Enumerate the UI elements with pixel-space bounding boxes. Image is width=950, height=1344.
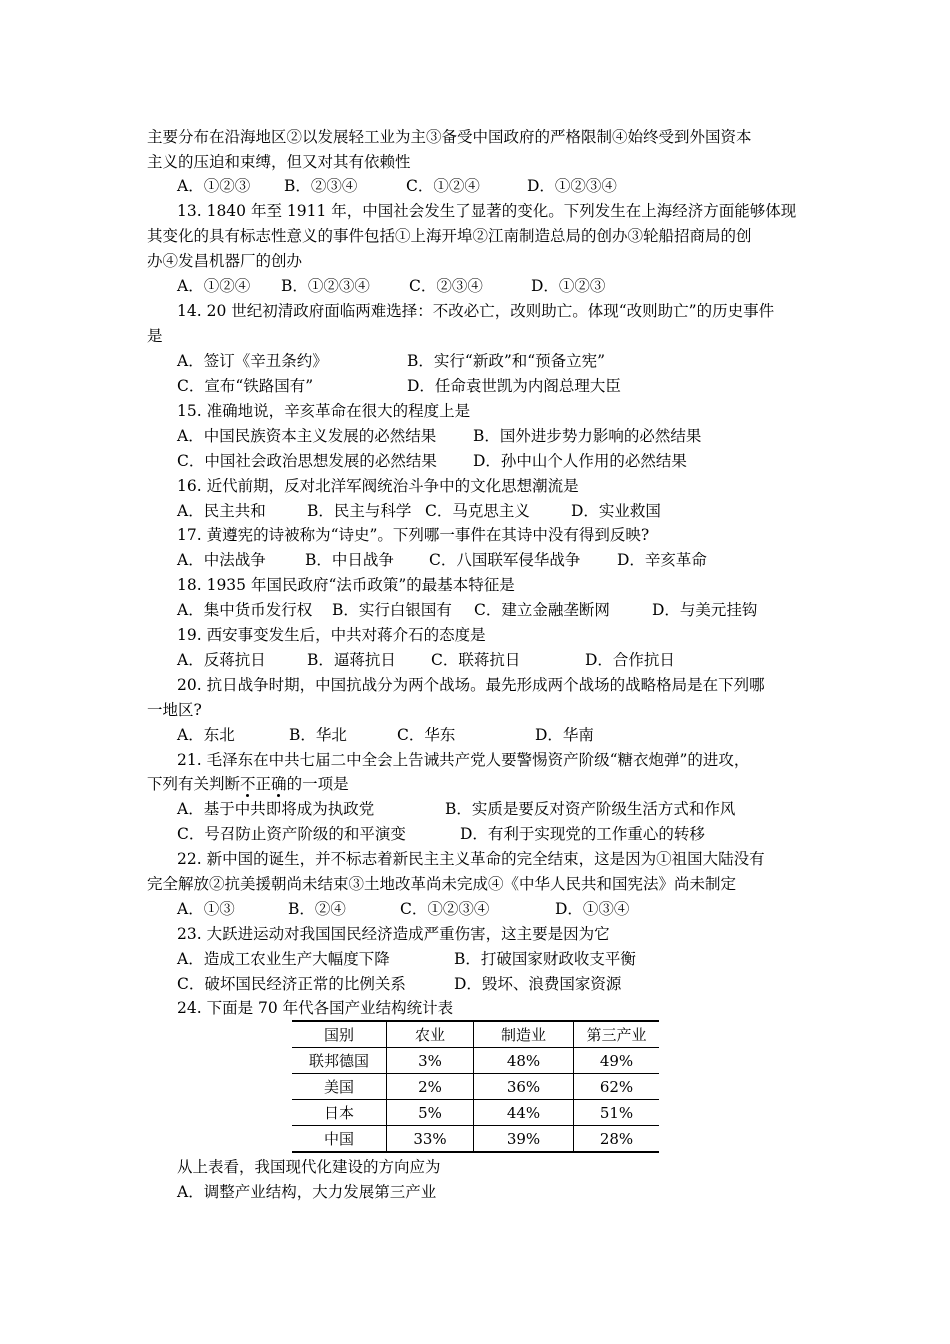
table-cell: 48% bbox=[474, 1048, 574, 1074]
q23-option-b: B．打破国家财政收支平衡 bbox=[454, 950, 636, 968]
q23-option-d: D．毁坏、浪费国家资源 bbox=[454, 975, 622, 993]
table-cell: 日本 bbox=[292, 1100, 387, 1126]
q16-options bbox=[177, 501, 661, 521]
q23-options-row-1 bbox=[177, 949, 636, 969]
q16-option-d: D．实业救国 bbox=[571, 502, 661, 520]
table-header-cell: 农业 bbox=[387, 1021, 474, 1048]
q21-option-b: B．实质是要反对资产阶级生活方式和作风 bbox=[445, 800, 736, 818]
q17-stem: 17. 黄遵宪的诗被称为“诗史”。下列哪一事件在其诗中没有得到反映? bbox=[177, 526, 650, 544]
q21-options-row-1 bbox=[177, 799, 735, 819]
q20-option-c: C．华东 bbox=[397, 726, 456, 744]
q12-options bbox=[177, 176, 617, 196]
table-cell: 美国 bbox=[292, 1074, 387, 1100]
q14-stem-line-2: 是 bbox=[147, 327, 163, 345]
q24-option-a: A．调整产业结构，大力发展第三产业 bbox=[177, 1183, 437, 1201]
q22-option-a: A．①③ bbox=[177, 900, 235, 918]
q24-followup: 从上表看，我国现代化建设的方向应为 bbox=[177, 1158, 441, 1176]
q13-stem-line-1: 13. 1840 年至 1911 年，中国社会发生了显著的变化。下列发生在上海经济方面能够体现 bbox=[177, 202, 797, 220]
table-header-cell: 第三产业 bbox=[574, 1021, 660, 1048]
q23-stem: 23. 大跃进运动对我国国民经济造成严重伤害，这主要是因为它 bbox=[177, 925, 610, 943]
table-row bbox=[292, 1048, 659, 1074]
q21-stem-post: 的一项是 bbox=[286, 775, 349, 793]
q21-stem-line-1: 21. 毛泽东在中共七届二中全会上告诫共产党人要警惕资产阶级“糖衣炮弹”的进攻， bbox=[177, 751, 750, 769]
q20-stem-line-2: 一地区? bbox=[147, 701, 202, 719]
table-header-cell: 国别 bbox=[292, 1021, 387, 1048]
table-row bbox=[292, 1074, 659, 1100]
q23-options-row-2 bbox=[177, 974, 621, 994]
q19-options bbox=[177, 650, 675, 670]
q12-option-b: B．②③④ bbox=[284, 177, 358, 195]
q17-option-c: C．八国联军侵华战争 bbox=[429, 551, 581, 569]
q12-stem-line-1: 主要分布在沿海地区②以发展轻工业为主③备受中国政府的严格限制④始终受到外国资本 bbox=[147, 128, 752, 146]
q21-emphasis-1: 不 bbox=[240, 775, 256, 793]
q18-stem: 18. 1935 年国民政府“法币政策”的最基本特征是 bbox=[177, 576, 515, 594]
q20-option-b: B．华北 bbox=[289, 726, 347, 744]
q13-stem-line-3: 办④发昌机器厂的创办 bbox=[147, 252, 303, 270]
q13-option-b: B．①②③④ bbox=[281, 277, 370, 295]
table-row bbox=[292, 1126, 659, 1153]
q12-option-c: C．①②④ bbox=[406, 177, 480, 195]
q16-option-a: A．民主共和 bbox=[177, 502, 266, 520]
q13-options bbox=[177, 276, 605, 296]
q23-option-c: C．破坏国民经济正常的比例关系 bbox=[177, 975, 406, 993]
q17-options bbox=[177, 550, 707, 570]
q21-option-c: C．号召防止资产阶级的和平演变 bbox=[177, 825, 406, 843]
q17-option-d: D．辛亥革命 bbox=[617, 551, 707, 569]
q14-option-d: D．任命袁世凯为内阁总理大臣 bbox=[407, 377, 621, 395]
q20-options bbox=[177, 725, 594, 745]
table-header-cell: 制造业 bbox=[474, 1021, 574, 1048]
q13-option-c: C．②③④ bbox=[409, 277, 483, 295]
table-cell: 44% bbox=[474, 1100, 574, 1126]
table-header-row bbox=[292, 1021, 659, 1048]
q19-option-d: D．合作抗日 bbox=[585, 651, 675, 669]
q19-option-a: A．反蒋抗日 bbox=[177, 651, 266, 669]
q18-option-d: D．与美元挂钩 bbox=[652, 601, 758, 619]
q17-option-b: B．中日战争 bbox=[305, 551, 394, 569]
q22-option-b: B．②④ bbox=[288, 900, 346, 918]
table-cell: 联邦德国 bbox=[292, 1048, 387, 1074]
q21-stem-pre: 下列有关判断 bbox=[147, 775, 241, 793]
q19-stem: 19. 西安事变发生后，中共对蒋介石的态度是 bbox=[177, 626, 486, 644]
table-cell: 51% bbox=[574, 1100, 660, 1126]
q21-emphasis-2: 确 bbox=[271, 775, 287, 793]
q14-option-c: C．宣布“铁路国有” bbox=[177, 377, 314, 395]
q15-option-c: C．中国社会政治思想发展的必然结果 bbox=[177, 452, 437, 470]
q18-options bbox=[177, 600, 757, 620]
q15-option-b: B．国外进步势力影响的必然结果 bbox=[473, 427, 702, 445]
table-cell: 33% bbox=[387, 1126, 474, 1153]
q16-option-b: B．民主与科学 bbox=[307, 502, 412, 520]
q22-stem-line-1: 22. 新中国的诞生，并不标志着新民主主义革命的完全结束，这是因为①祖国大陆没有 bbox=[177, 850, 765, 868]
table-cell: 62% bbox=[574, 1074, 660, 1100]
industry-structure-table bbox=[292, 1020, 659, 1153]
q14-stem-line-1: 14. 20 世纪初清政府面临两难选择：不改必亡，改则助亡。体现“改则助亡”的历史事件 bbox=[177, 302, 775, 320]
q22-stem-line-2: 完全解放②抗美援朝尚未结束③土地改革尚未完成④《中华人民共和国宪法》尚未制定 bbox=[147, 875, 737, 893]
q22-option-c: C．①②③④ bbox=[400, 900, 490, 918]
table-cell: 39% bbox=[474, 1126, 574, 1153]
q12-stem-line-2: 主义的压迫和束缚，但又对其有依赖性 bbox=[147, 153, 411, 171]
q14-option-a: A．签订《辛丑条约》 bbox=[177, 352, 328, 370]
table-cell: 36% bbox=[474, 1074, 574, 1100]
q21-options-row-2 bbox=[177, 824, 705, 844]
table-cell: 5% bbox=[387, 1100, 474, 1126]
q15-stem: 15. 准确地说，辛亥革命在很大的程度上是 bbox=[177, 402, 471, 420]
q13-option-d: D．①②③ bbox=[531, 277, 606, 295]
q21-option-a: A．基于中共即将成为执政党 bbox=[177, 800, 375, 818]
q17-option-a: A．中法战争 bbox=[177, 551, 266, 569]
q18-option-b: B．实行白银国有 bbox=[332, 601, 452, 619]
q21-stem-mid: 正 bbox=[255, 775, 272, 793]
q19-option-c: C．联蒋抗日 bbox=[431, 651, 521, 669]
q15-option-a: A．中国民族资本主义发展的必然结果 bbox=[177, 427, 437, 445]
q12-option-a: A．①②③ bbox=[177, 177, 251, 195]
q14-options-row-1 bbox=[177, 351, 605, 371]
q15-options-row-2 bbox=[177, 451, 687, 471]
q19-option-b: B．逼蒋抗日 bbox=[307, 651, 396, 669]
table-cell: 28% bbox=[574, 1126, 660, 1153]
q21-stem-line-2 bbox=[147, 774, 349, 794]
table-row bbox=[292, 1100, 659, 1126]
q16-stem: 16. 近代前期，反对北洋军阀统治斗争中的文化思想潮流是 bbox=[177, 477, 579, 495]
q22-options bbox=[177, 899, 629, 919]
q12-option-d: D．①②③④ bbox=[527, 177, 617, 195]
q18-option-a: A．集中货币发行权 bbox=[177, 601, 313, 619]
q16-option-c: C．马克思主义 bbox=[425, 502, 530, 520]
q14-options-row-2 bbox=[177, 376, 621, 396]
table-cell: 2% bbox=[387, 1074, 474, 1100]
q18-option-c: C．建立金融垄断网 bbox=[474, 601, 610, 619]
q23-option-a: A．造成工农业生产大幅度下降 bbox=[177, 950, 390, 968]
q22-option-d: D．①③④ bbox=[555, 900, 630, 918]
q13-option-a: A．①②④ bbox=[177, 277, 251, 295]
table-cell: 49% bbox=[574, 1048, 660, 1074]
q15-options-row-1 bbox=[177, 426, 701, 446]
table-cell: 中国 bbox=[292, 1126, 387, 1153]
q21-option-d: D．有利于实现党的工作重心的转移 bbox=[460, 825, 705, 843]
q20-stem-line-1: 20. 抗日战争时期，中国抗战分为两个战场。最先形成两个战场的战略格局是在下列哪 bbox=[177, 676, 765, 694]
q24-stem: 24. 下面是 70 年代各国产业结构统计表 bbox=[177, 999, 454, 1017]
q20-option-a: A．东北 bbox=[177, 726, 235, 744]
q13-stem-line-2: 其变化的具有标志性意义的事件包括①上海开埠②江南制造总局的创办③轮船招商局的创 bbox=[147, 227, 752, 245]
q15-option-d: D．孙中山个人作用的必然结果 bbox=[473, 452, 687, 470]
q20-option-d: D．华南 bbox=[535, 726, 594, 744]
table-cell: 3% bbox=[387, 1048, 474, 1074]
q14-option-b: B．实行“新政”和“预备立宪” bbox=[407, 352, 606, 370]
